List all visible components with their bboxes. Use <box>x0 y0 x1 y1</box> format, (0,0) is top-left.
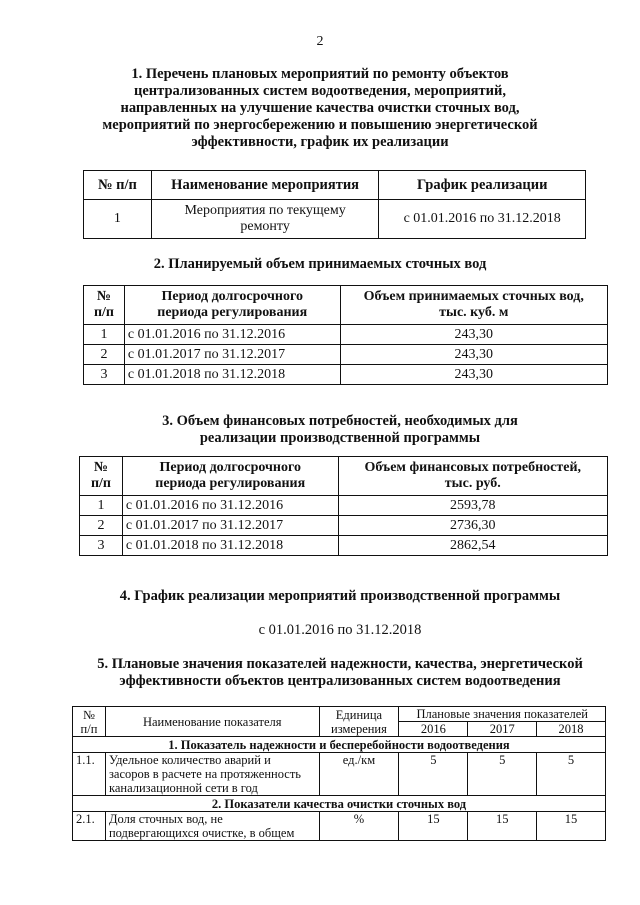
header-num-line: п/п <box>90 476 111 491</box>
section5-title-line: 5. Плановые значения показателей надежности, качества, энергетической <box>97 656 583 672</box>
row-num: 2 <box>84 345 125 365</box>
header-indicator-name: Наименование показателя <box>105 707 319 737</box>
measure-name-line: Мероприятия по текущему <box>184 203 346 218</box>
row-period: с 01.01.2018 по 31.12.2018 <box>122 536 338 556</box>
group-title-row <box>73 796 606 812</box>
header-num-line: № <box>93 460 108 475</box>
row-num: 1.1. <box>73 753 106 796</box>
header-unit-line: Единица <box>335 707 383 722</box>
row-unit: % <box>319 812 399 841</box>
table-row <box>80 536 608 556</box>
row-num: 1 <box>84 325 125 345</box>
indicators-table <box>72 706 606 841</box>
row-period: с 01.01.2017 по 31.12.2017 <box>122 516 338 536</box>
section4-title: 4. График реализации мероприятий производственной программы <box>119 588 561 604</box>
section3-title <box>60 413 620 447</box>
row-measure-name <box>151 200 379 239</box>
section1-title-line: централизованных систем водоотведения, мероприятий, <box>134 83 506 99</box>
header-financial-needs <box>338 457 607 496</box>
header-planned-values: Плановые значения показателей <box>399 707 606 722</box>
table-row <box>80 496 608 516</box>
section1-title-line: мероприятий по энергосбережению и повышению энергетической <box>102 117 538 133</box>
group-title: 2. Показатели качества очистки сточных вод <box>73 796 606 812</box>
header-num <box>84 286 125 325</box>
row-value: 15 <box>468 812 537 841</box>
header-year: 2017 <box>468 722 537 737</box>
indicator-name-line: Доля сточных вод, не <box>108 812 223 826</box>
header-period <box>122 457 338 496</box>
section1-title-line: 1. Перечень плановых мероприятий по ремонту объектов <box>131 66 509 82</box>
section3-title-line: 3. Объем финансовых потребностей, необходимых для <box>162 413 518 429</box>
header-unit-line: измерения <box>331 721 387 736</box>
table-header-row <box>84 171 586 200</box>
financial-needs-table <box>79 456 608 556</box>
row-num: 2.1. <box>73 812 106 841</box>
header-financial-line: Объем финансовых потребностей, <box>364 460 582 475</box>
row-period: с 01.01.2017 по 31.12.2017 <box>124 345 340 365</box>
row-volume: 243,30 <box>340 365 607 385</box>
row-financial-needs: 2593,78 <box>338 496 607 516</box>
section1-title-line: эффективности, график их реализации <box>191 134 449 150</box>
table-row <box>73 812 606 841</box>
row-num: 1 <box>80 496 123 516</box>
header-financial-line: тыс. руб. <box>444 476 501 491</box>
row-num: 2 <box>80 516 123 536</box>
header-period-line: периода регулирования <box>155 476 306 491</box>
header-schedule: График реализации <box>379 171 586 200</box>
table-row <box>84 365 608 385</box>
row-value: 5 <box>399 753 468 796</box>
measure-name-line: ремонту <box>240 219 290 234</box>
row-volume: 243,30 <box>340 325 607 345</box>
section5-title-line: эффективности объектов централизованных систем водоотведения <box>119 673 561 689</box>
row-volume: 243,30 <box>340 345 607 365</box>
row-period: с 01.01.2018 по 31.12.2018 <box>124 365 340 385</box>
row-financial-needs: 2862,54 <box>338 536 607 556</box>
indicator-name-line: Удельное количество аварий и <box>108 753 271 767</box>
header-measure-name: Наименование мероприятия <box>151 171 379 200</box>
header-year: 2016 <box>399 722 468 737</box>
header-num: № п/п <box>84 171 152 200</box>
table-row <box>84 200 586 239</box>
row-value: 5 <box>537 753 606 796</box>
header-unit <box>319 707 399 737</box>
header-period-line: Период долгосрочного <box>161 289 303 304</box>
header-num-line: № <box>83 707 95 722</box>
header-num <box>80 457 123 496</box>
header-period-line: Период долгосрочного <box>159 460 301 475</box>
header-period-line: периода регулирования <box>157 305 308 320</box>
table-header-row <box>73 707 606 722</box>
row-period: с 01.01.2016 по 31.12.2016 <box>122 496 338 516</box>
table-row <box>73 753 606 796</box>
table-row <box>80 516 608 536</box>
row-financial-needs: 2736,30 <box>338 516 607 536</box>
row-indicator-name <box>105 812 319 841</box>
header-year: 2018 <box>537 722 606 737</box>
indicator-name-line: засоров в расчете на протяженность <box>108 767 301 781</box>
row-value: 15 <box>537 812 606 841</box>
measures-table <box>83 170 586 239</box>
header-period <box>124 286 340 325</box>
row-value: 5 <box>468 753 537 796</box>
header-volume-line: Объем принимаемых сточных вод, <box>363 289 584 304</box>
group-title-row <box>73 737 606 753</box>
header-num <box>73 707 106 737</box>
table-header-row <box>80 457 608 496</box>
section5-title <box>40 656 640 690</box>
header-num-line: № <box>96 289 111 304</box>
header-num-line: п/п <box>80 721 98 736</box>
header-volume-line: тыс. куб. м <box>439 305 509 320</box>
header-num-line: п/п <box>93 305 114 320</box>
table-row <box>84 325 608 345</box>
row-indicator-name <box>105 753 319 796</box>
section1-title-line: направленных на улучшение качества очистки сточных вод, <box>120 100 520 116</box>
section4-period: с 01.01.2016 по 31.12.2018 <box>258 622 422 638</box>
section3-title-line: реализации производственной программы <box>199 430 481 446</box>
group-title: 1. Показатель надежности и бесперебойности водоотведения <box>73 737 606 753</box>
row-num: 3 <box>84 365 125 385</box>
row-unit: ед./км <box>319 753 399 796</box>
row-schedule: с 01.01.2016 по 31.12.2018 <box>379 200 586 239</box>
table-row <box>84 345 608 365</box>
section2-title: 2. Планируемый объем принимаемых сточных вод <box>153 256 487 272</box>
header-volume <box>340 286 607 325</box>
table-header-row <box>84 286 608 325</box>
page-number: 2 <box>316 34 324 49</box>
row-num: 3 <box>80 536 123 556</box>
wastewater-volume-table <box>83 285 608 385</box>
section1-title <box>60 66 580 151</box>
indicator-name-line: подвергающихся очистке, в общем <box>108 826 295 840</box>
row-num: 1 <box>84 200 152 239</box>
row-period: с 01.01.2016 по 31.12.2016 <box>124 325 340 345</box>
indicator-name-line: канализационной сети в год <box>108 781 258 795</box>
row-value: 15 <box>399 812 468 841</box>
